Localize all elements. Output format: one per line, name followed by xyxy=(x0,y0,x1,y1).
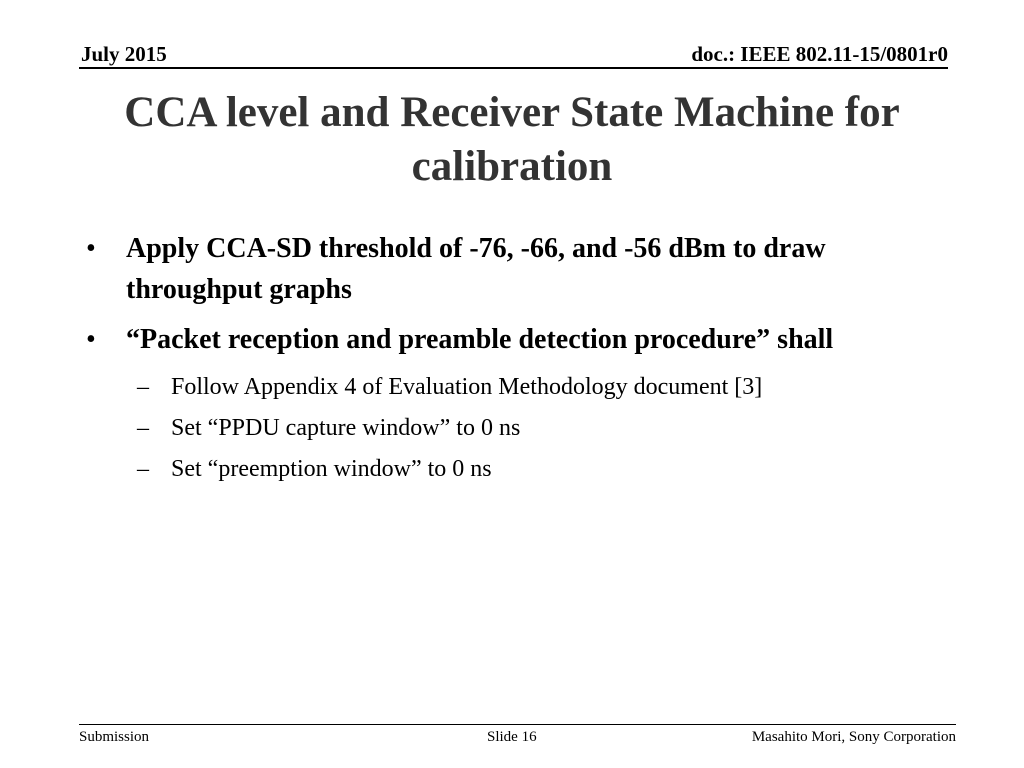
bullet-item xyxy=(82,319,942,360)
sub-bullet-text: Set “PPDU capture window” to 0 ns xyxy=(171,415,521,441)
bullet-text: Apply CCA-SD threshold of -76, -66, and -56 dBm to draw throughput graphs xyxy=(126,233,826,305)
slide-title: CCA level and Receiver State Machine for calibration xyxy=(124,89,900,190)
sub-bullet-text: Follow Appendix 4 of Evaluation Methodology document [3] xyxy=(171,374,763,400)
bullet-marker: • xyxy=(86,324,96,355)
sub-bullet-item xyxy=(82,369,942,405)
sub-bullet-item xyxy=(82,451,942,487)
dash-marker: – xyxy=(137,415,149,441)
footer-divider xyxy=(79,724,956,725)
header-date: July 2015 xyxy=(81,42,167,66)
bullet-marker: • xyxy=(86,233,96,264)
footer-submission: Submission xyxy=(79,729,150,745)
dash-marker: – xyxy=(137,456,149,482)
slide-content xyxy=(82,228,942,492)
header-doc-id: doc.: IEEE 802.11-15/0801r0 xyxy=(691,42,948,66)
bullet-item xyxy=(82,228,942,310)
footer-slide-number: Slide 16 xyxy=(487,729,537,745)
sub-bullet-item xyxy=(82,410,942,446)
footer-author: Masahito Mori, Sony Corporation xyxy=(751,729,956,745)
dash-marker: – xyxy=(137,374,149,400)
bullet-text: “Packet reception and preamble detection procedure” shall xyxy=(126,324,834,355)
sub-bullet-text: Set “preemption window” to 0 ns xyxy=(171,456,492,482)
header-divider xyxy=(79,67,948,69)
